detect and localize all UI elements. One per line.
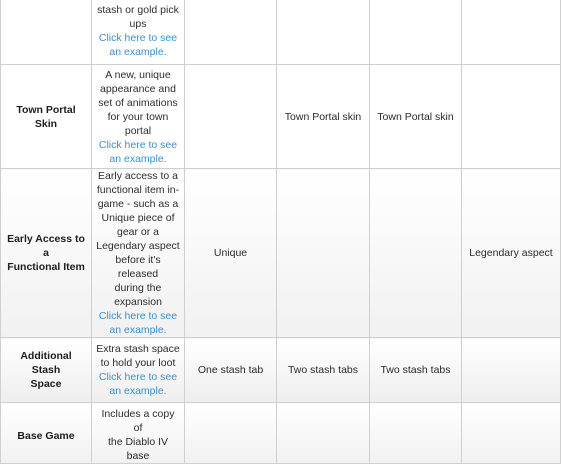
edition-cell: Legendary aspect	[462, 169, 561, 338]
example-link-line[interactable]: Click here to see	[98, 138, 178, 151]
feature-name-line: Space	[30, 378, 62, 390]
feature-name-line: Functional Item	[7, 261, 85, 273]
edition-cell: Two stash tabs	[370, 338, 462, 403]
feature-name-line: Additional Stash	[20, 350, 72, 376]
description-line: gear or a	[116, 226, 160, 238]
description-line: during the	[114, 282, 162, 294]
example-link-line[interactable]: an example.	[109, 324, 167, 336]
edition-cell	[277, 169, 370, 338]
feature-name-line: Early Access to a	[7, 233, 85, 259]
example-link[interactable]	[96, 309, 180, 337]
description-line: game - such as a	[97, 198, 179, 210]
edition-cell	[185, 0, 277, 65]
edition-cell	[462, 0, 561, 65]
edition-cell	[462, 65, 561, 169]
example-link-line[interactable]: Click here to see	[98, 31, 178, 44]
example-link-line[interactable]: Click here to see	[98, 310, 178, 322]
feature-name-cell	[1, 0, 92, 65]
description-line: Extra stash space	[96, 343, 180, 355]
description-line: ups	[129, 17, 147, 30]
description-line: Unique piece of	[101, 212, 175, 224]
description-line: Legendary aspect	[96, 240, 180, 252]
feature-description-cell	[92, 403, 185, 464]
edition-cell	[277, 403, 370, 464]
edition-cell	[370, 169, 462, 338]
example-link[interactable]	[96, 31, 180, 59]
description-line: appearance and	[100, 82, 176, 95]
table-row	[1, 338, 561, 403]
feature-name-cell: Town Portal Skin	[1, 65, 92, 169]
feature-description-cell	[92, 0, 185, 65]
table-row	[1, 169, 561, 338]
example-link-line[interactable]: an example.	[109, 385, 167, 397]
description-line: stash or gold pick	[97, 3, 179, 16]
feature-description-cell	[92, 169, 185, 338]
description-line: functional item in-	[96, 184, 180, 196]
edition-cell	[370, 0, 462, 65]
description-line: A new, unique	[105, 68, 171, 81]
example-link-line[interactable]: an example.	[109, 152, 167, 165]
description-line: before it's released	[115, 254, 161, 280]
table-row	[1, 0, 561, 65]
example-link-line[interactable]: Click here to see	[98, 371, 178, 383]
edition-cell: Unique	[185, 169, 277, 338]
feature-name-cell: Base Game	[1, 403, 92, 464]
edition-cell	[370, 403, 462, 464]
example-link-line[interactable]: an example.	[109, 45, 167, 58]
table-row	[1, 65, 561, 169]
edition-cell	[277, 0, 370, 65]
example-link[interactable]	[96, 370, 180, 398]
description-line: Early access to a	[98, 170, 178, 182]
description-line: set of animations	[98, 96, 178, 109]
edition-cell: One stash tab	[185, 338, 277, 403]
feature-name-cell	[1, 169, 92, 338]
feature-name-cell	[1, 338, 92, 403]
description-line: Includes a copy of	[101, 408, 175, 434]
description-line: the Diablo IV base	[107, 436, 169, 462]
table-row	[1, 403, 561, 464]
edition-cell: Two stash tabs	[277, 338, 370, 403]
edition-cell: Town Portal skin	[277, 65, 370, 169]
description-line: to hold your loot	[100, 357, 176, 369]
edition-cell	[185, 65, 277, 169]
edition-cell	[462, 338, 561, 403]
description-line: portal	[124, 124, 152, 137]
example-link[interactable]	[96, 138, 180, 166]
description-line: for your town	[107, 110, 169, 123]
feature-description-cell	[92, 65, 185, 169]
feature-description-cell	[92, 338, 185, 403]
edition-cell: Town Portal skin	[370, 65, 462, 169]
description-line: expansion	[114, 296, 162, 308]
edition-cell	[185, 403, 277, 464]
edition-cell	[462, 403, 561, 464]
